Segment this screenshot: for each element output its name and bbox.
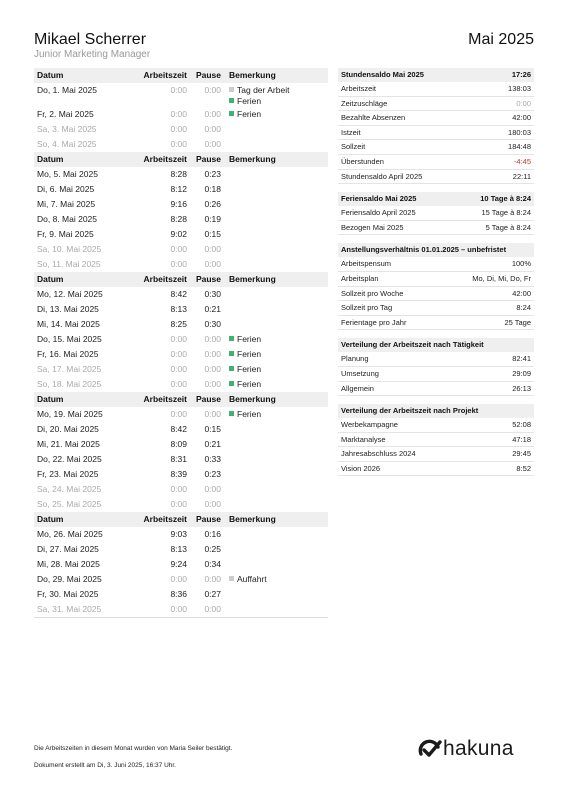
remark-marker-icon (229, 351, 234, 356)
day-row (34, 587, 328, 602)
remark-marker-icon (229, 111, 234, 116)
day-work-time: 8:12 (170, 184, 187, 194)
summary-row (338, 301, 534, 316)
day-row (34, 497, 328, 512)
summary-row-value: 5 Tage à 8:24 (485, 222, 531, 232)
remark-text: Ferien (237, 349, 262, 359)
day-pause: 0:30 (204, 319, 221, 329)
summary-row-label: Sollzeit (341, 142, 366, 152)
day-row (34, 407, 328, 422)
summary-row (338, 126, 534, 141)
day-remark (221, 572, 328, 587)
column-header-work: Arbeitszeit (143, 514, 187, 524)
day-remark (221, 587, 328, 602)
remark-item (229, 96, 328, 107)
day-remark (221, 242, 328, 257)
day-remark (221, 557, 328, 572)
summary-row-label: Vision 2026 (341, 463, 381, 473)
day-work-time: 0:00 (170, 85, 187, 95)
summary-section-title: Anstellungsverhältnis 01.01.2025 – unbefristet (341, 245, 507, 255)
day-date: Sa, 10. Mai 2025 (37, 244, 102, 254)
day-work-time: 8:39 (170, 469, 187, 479)
day-pause: 0:19 (204, 214, 221, 224)
day-pause: 0:15 (204, 424, 221, 434)
day-remark (221, 83, 328, 107)
day-pause: 0:23 (204, 169, 221, 179)
day-remark (221, 527, 328, 542)
day-pause: 0:00 (204, 409, 221, 419)
day-pause: 0:00 (204, 124, 221, 134)
day-pause: 0:00 (204, 259, 221, 269)
summary-row (338, 257, 534, 272)
summary-row-value: Mo, Di, Mi, Do, Fr (472, 273, 531, 283)
day-date: Di, 27. Mai 2025 (37, 544, 99, 554)
day-row (34, 137, 328, 152)
day-remark (221, 182, 328, 197)
confirmation-note: Die Arbeitszeiten in diesem Monat wurden von Maria Seiler bestätigt. (34, 745, 233, 752)
day-remark (221, 122, 328, 137)
remark-item (229, 334, 328, 345)
column-header-work: Arbeitszeit (143, 154, 187, 164)
day-date: Di, 20. Mai 2025 (37, 424, 99, 434)
day-work-time: 9:02 (170, 229, 187, 239)
summary-row-value: 180:03 (508, 127, 531, 137)
summary-row-label: Zeitzuschläge (341, 98, 388, 108)
day-pause: 0:27 (204, 589, 221, 599)
day-pause: 0:00 (204, 379, 221, 389)
day-pause: 0:00 (204, 349, 221, 359)
summary-row-label: Arbeitszeit (341, 84, 377, 93)
day-work-time: 0:00 (170, 109, 187, 119)
remark-item (229, 364, 328, 375)
column-header-pause: Pause (195, 274, 221, 284)
summary-row (338, 433, 534, 448)
day-work-time: 0:00 (170, 259, 187, 269)
day-row (34, 257, 328, 272)
summary-row-value: 184:48 (508, 142, 531, 152)
remark-marker-icon (229, 411, 234, 416)
summary-row-value: -4:45 (513, 156, 531, 166)
day-remark (221, 482, 328, 497)
day-date: Fr, 30. Mai 2025 (37, 589, 99, 599)
summary-row-value: 82:41 (512, 354, 531, 364)
summary-row-label: Sollzeit pro Woche (341, 288, 404, 298)
summary-row-label: Sollzeit pro Tag (341, 303, 393, 313)
day-date: Do, 1. Mai 2025 (37, 85, 98, 95)
day-date: Do, 15. Mai 2025 (37, 334, 102, 344)
day-work-time: 0:00 (170, 364, 187, 374)
day-row (34, 347, 328, 362)
remark-item (229, 349, 328, 360)
table-bottom-rule (34, 617, 328, 618)
day-pause: 0:15 (204, 229, 221, 239)
column-header-date: Datum (37, 514, 64, 524)
summary-row-value: 8:52 (516, 463, 531, 473)
day-work-time: 8:31 (170, 454, 187, 464)
logo-text: hakuna (443, 737, 514, 760)
day-remark (221, 137, 328, 152)
summary-row-value: 0:00 (516, 98, 531, 108)
report-month: Mai 2025 (468, 31, 534, 48)
column-header-remark: Bemerkung (229, 70, 276, 80)
day-pause: 0:00 (204, 334, 221, 344)
remark-text: Ferien (237, 96, 262, 106)
day-remark (221, 407, 328, 422)
column-header-pause: Pause (195, 154, 221, 164)
day-work-time: 0:00 (170, 334, 187, 344)
summary-row-label: Feriensaldo April 2025 (341, 208, 416, 218)
hakuna-logo (418, 735, 514, 763)
day-remark (221, 107, 328, 122)
day-row (34, 167, 328, 182)
day-work-time: 8:36 (170, 589, 187, 599)
day-work-time: 0:00 (170, 124, 187, 134)
day-date: Sa, 3. Mai 2025 (37, 124, 97, 134)
column-header-work: Arbeitszeit (143, 70, 187, 80)
summary-row (338, 97, 534, 112)
day-work-time: 9:16 (170, 199, 187, 209)
summary-section-header (338, 404, 534, 418)
day-pause: 0:34 (204, 559, 221, 569)
week-header (34, 272, 328, 287)
day-row (34, 317, 328, 332)
day-date: Mo, 19. Mai 2025 (37, 409, 103, 419)
day-pause: 0:00 (204, 604, 221, 614)
remark-text: Ferien (237, 379, 262, 389)
summary-row (338, 382, 534, 397)
summary-section (338, 68, 534, 184)
column-header-remark: Bemerkung (229, 394, 276, 404)
summary-section-header (338, 192, 534, 206)
day-work-time: 0:00 (170, 499, 187, 509)
day-remark (221, 422, 328, 437)
day-date: Fr, 2. Mai 2025 (37, 109, 94, 119)
day-date: Mo, 5. Mai 2025 (37, 169, 98, 179)
day-row (34, 182, 328, 197)
remark-item (229, 379, 328, 390)
day-row (34, 302, 328, 317)
employee-role: Junior Marketing Manager (34, 49, 151, 60)
day-remark (221, 362, 328, 377)
day-date: Do, 29. Mai 2025 (37, 574, 102, 584)
day-pause: 0:00 (204, 109, 221, 119)
day-remark (221, 452, 328, 467)
remark-marker-icon (229, 381, 234, 386)
day-remark (221, 302, 328, 317)
remark-marker-icon (229, 576, 234, 581)
hakuna-logo-icon (418, 738, 442, 760)
day-date: Do, 22. Mai 2025 (37, 454, 102, 464)
summary-row (338, 316, 534, 331)
summary-row (338, 287, 534, 302)
day-remark (221, 332, 328, 347)
day-remark (221, 437, 328, 452)
day-pause: 0:00 (204, 85, 221, 95)
summary-section (338, 404, 534, 476)
day-remark (221, 227, 328, 242)
column-header-date: Datum (37, 274, 64, 284)
summary-row-value: 15 Tage à 8:24 (481, 208, 531, 218)
summary-section (338, 243, 534, 330)
daily-time-table (34, 68, 328, 618)
week-header (34, 512, 328, 527)
day-date: Fr, 23. Mai 2025 (37, 469, 99, 479)
summary-row (338, 155, 534, 170)
remark-text: Ferien (237, 364, 262, 374)
day-row (34, 422, 328, 437)
day-row (34, 287, 328, 302)
day-row (34, 242, 328, 257)
summary-row-label: Umsetzung (341, 368, 379, 378)
remark-item (229, 85, 328, 96)
summary-row-value: 100% (511, 259, 531, 269)
day-remark (221, 542, 328, 557)
day-row (34, 542, 328, 557)
day-remark (221, 602, 328, 617)
summary-row-value: 25 Tage (504, 317, 531, 327)
day-remark (221, 377, 328, 392)
column-header-work: Arbeitszeit (143, 394, 187, 404)
day-pause: 0:25 (204, 544, 221, 554)
column-header-remark: Bemerkung (229, 154, 276, 164)
day-pause: 0:23 (204, 469, 221, 479)
column-header-remark: Bemerkung (229, 274, 276, 284)
week-header (34, 392, 328, 407)
summary-row-value: 22:11 (512, 171, 531, 181)
day-date: Mo, 12. Mai 2025 (37, 289, 103, 299)
day-work-time: 8:09 (170, 439, 187, 449)
day-pause: 0:00 (204, 364, 221, 374)
employee-name: Mikael Scherrer (34, 31, 147, 48)
summary-row (338, 462, 534, 477)
summary-row (338, 111, 534, 126)
summary-row-label: Planung (341, 354, 369, 364)
day-date: So, 11. Mai 2025 (37, 259, 101, 269)
summary-row-value: 42:00 (512, 113, 531, 123)
day-work-time: 8:42 (170, 424, 187, 434)
remark-marker-icon (229, 98, 234, 103)
day-date: Do, 8. Mai 2025 (37, 214, 98, 224)
day-date: So, 4. Mai 2025 (37, 139, 97, 149)
summary-section-title: Verteilung der Arbeitszeit nach Tätigkeit (341, 340, 484, 350)
day-row (34, 227, 328, 242)
summary-row-label: Arbeitspensum (341, 259, 392, 269)
summary-row-value: 29:09 (512, 368, 531, 378)
day-pause: 0:00 (204, 574, 221, 584)
day-date: Di, 6. Mai 2025 (37, 184, 95, 194)
day-date: Mo, 26. Mai 2025 (37, 529, 103, 539)
summary-section-value: 10 Tage à 8:24 (480, 194, 531, 204)
day-date: Mi, 14. Mai 2025 (37, 319, 100, 329)
summary-row-value: 52:08 (512, 420, 531, 430)
day-work-time: 8:13 (170, 304, 187, 314)
day-work-time: 0:00 (170, 574, 187, 584)
day-row (34, 377, 328, 392)
remark-text: Ferien (237, 109, 262, 119)
remark-text: Tag der Arbeit (237, 85, 290, 95)
summary-row-label: Ferientage pro Jahr (341, 317, 407, 327)
day-row (34, 107, 328, 122)
day-work-time: 8:28 (170, 214, 187, 224)
summary-section-value: 17:26 (511, 70, 531, 79)
day-date: So, 25. Mai 2025 (37, 499, 102, 509)
remark-marker-icon (229, 87, 234, 92)
summary-row-value: 138:03 (508, 84, 531, 93)
day-remark (221, 467, 328, 482)
day-date: Di, 13. Mai 2025 (37, 304, 99, 314)
summary-row-value: 47:18 (512, 434, 531, 444)
day-pause: 0:00 (204, 484, 221, 494)
remark-marker-icon (229, 366, 234, 371)
day-remark (221, 287, 328, 302)
day-remark (221, 197, 328, 212)
day-remark (221, 497, 328, 512)
day-pause: 0:21 (204, 439, 221, 449)
day-remark (221, 257, 328, 272)
day-remark (221, 167, 328, 182)
summary-row (338, 206, 534, 221)
column-header-pause: Pause (195, 514, 221, 524)
remark-text: Auffahrt (237, 574, 267, 584)
day-pause: 0:00 (204, 139, 221, 149)
day-date: Mi, 28. Mai 2025 (37, 559, 100, 569)
summary-row-label: Jahresabschluss 2024 (341, 449, 416, 459)
day-work-time: 9:03 (170, 529, 187, 539)
summary-row (338, 170, 534, 185)
day-work-time: 8:42 (170, 289, 187, 299)
summary-row (338, 272, 534, 287)
day-pause: 0:33 (204, 454, 221, 464)
day-pause: 0:00 (204, 244, 221, 254)
day-work-time: 0:00 (170, 379, 187, 389)
summary-row (338, 447, 534, 462)
summary-row (338, 352, 534, 367)
summary-row (338, 82, 534, 97)
day-row (34, 572, 328, 587)
column-header-date: Datum (37, 70, 64, 80)
day-date: Sa, 31. Mai 2025 (37, 604, 102, 614)
day-pause: 0:30 (204, 289, 221, 299)
day-pause: 0:00 (204, 499, 221, 509)
day-row (34, 437, 328, 452)
summary-row (338, 418, 534, 433)
day-row (34, 452, 328, 467)
remark-marker-icon (229, 336, 234, 341)
summary-row-label: Allgemein (341, 383, 374, 393)
remark-text: Ferien (237, 334, 262, 344)
column-header-date: Datum (37, 394, 64, 404)
column-header-date: Datum (37, 154, 64, 164)
day-work-time: 0:00 (170, 604, 187, 614)
summary-panel (338, 68, 534, 484)
day-date: Sa, 24. Mai 2025 (37, 484, 102, 494)
day-date: Fr, 9. Mai 2025 (37, 229, 94, 239)
day-work-time: 0:00 (170, 244, 187, 254)
remark-item (229, 409, 328, 420)
summary-row (338, 140, 534, 155)
day-work-time: 0:00 (170, 139, 187, 149)
summary-section-header (338, 338, 534, 352)
created-note: Dokument erstellt am Di, 3. Juni 2025, 16:37 Uhr. (34, 762, 176, 769)
day-work-time: 0:00 (170, 349, 187, 359)
day-work-time: 9:24 (170, 559, 187, 569)
week-header (34, 152, 328, 167)
column-header-remark: Bemerkung (229, 514, 276, 524)
day-work-time: 8:25 (170, 319, 187, 329)
summary-section-title: Verteilung der Arbeitszeit nach Projekt (341, 406, 479, 416)
day-row (34, 482, 328, 497)
column-header-pause: Pause (195, 394, 221, 404)
day-date: Fr, 16. Mai 2025 (37, 349, 99, 359)
remark-text: Ferien (237, 409, 262, 419)
day-date: Mi, 7. Mai 2025 (37, 199, 96, 209)
day-row (34, 362, 328, 377)
day-row (34, 122, 328, 137)
summary-section-title: Stundensaldo Mai 2025 (341, 70, 424, 79)
day-row (34, 332, 328, 347)
day-date: So, 18. Mai 2025 (37, 379, 102, 389)
summary-row (338, 367, 534, 382)
day-row (34, 197, 328, 212)
summary-section-header (338, 243, 534, 257)
day-work-time: 8:13 (170, 544, 187, 554)
day-row (34, 602, 328, 617)
summary-row (338, 221, 534, 236)
summary-section (338, 338, 534, 396)
day-row (34, 557, 328, 572)
summary-row-label: Arbeitsplan (341, 273, 379, 283)
day-remark (221, 317, 328, 332)
column-header-work: Arbeitszeit (143, 274, 187, 284)
day-pause: 0:26 (204, 199, 221, 209)
summary-row-value: 42:00 (512, 288, 531, 298)
day-row (34, 212, 328, 227)
summary-row-value: 26:13 (512, 383, 531, 393)
day-date: Mi, 21. Mai 2025 (37, 439, 100, 449)
day-row (34, 467, 328, 482)
summary-row-label: Bezogen Mai 2025 (341, 222, 404, 232)
day-remark (221, 212, 328, 227)
summary-section (338, 192, 534, 235)
week-header (34, 68, 328, 83)
summary-row-label: Istzeit (341, 127, 361, 137)
day-work-time: 0:00 (170, 409, 187, 419)
summary-row-value: 8:24 (516, 303, 531, 313)
summary-section-header (338, 68, 534, 82)
summary-row-label: Stundensaldo April 2025 (341, 171, 423, 181)
column-header-pause: Pause (195, 70, 221, 80)
remark-item (229, 109, 328, 120)
remark-item (229, 574, 328, 585)
day-row (34, 527, 328, 542)
day-pause: 0:21 (204, 304, 221, 314)
summary-section-title: Feriensaldo Mai 2025 (341, 194, 417, 204)
day-pause: 0:18 (204, 184, 221, 194)
summary-row-value: 29:45 (512, 449, 531, 459)
day-work-time: 0:00 (170, 484, 187, 494)
summary-row-label: Werbekampagne (341, 420, 398, 430)
day-date: Sa, 17. Mai 2025 (37, 364, 102, 374)
summary-row-label: Marktanalyse (341, 434, 386, 444)
day-row (34, 83, 328, 107)
day-work-time: 8:28 (170, 169, 187, 179)
summary-row-label: Bezahlte Absenzen (341, 113, 406, 123)
day-pause: 0:16 (204, 529, 221, 539)
summary-row-label: Überstunden (341, 156, 384, 166)
day-remark (221, 347, 328, 362)
